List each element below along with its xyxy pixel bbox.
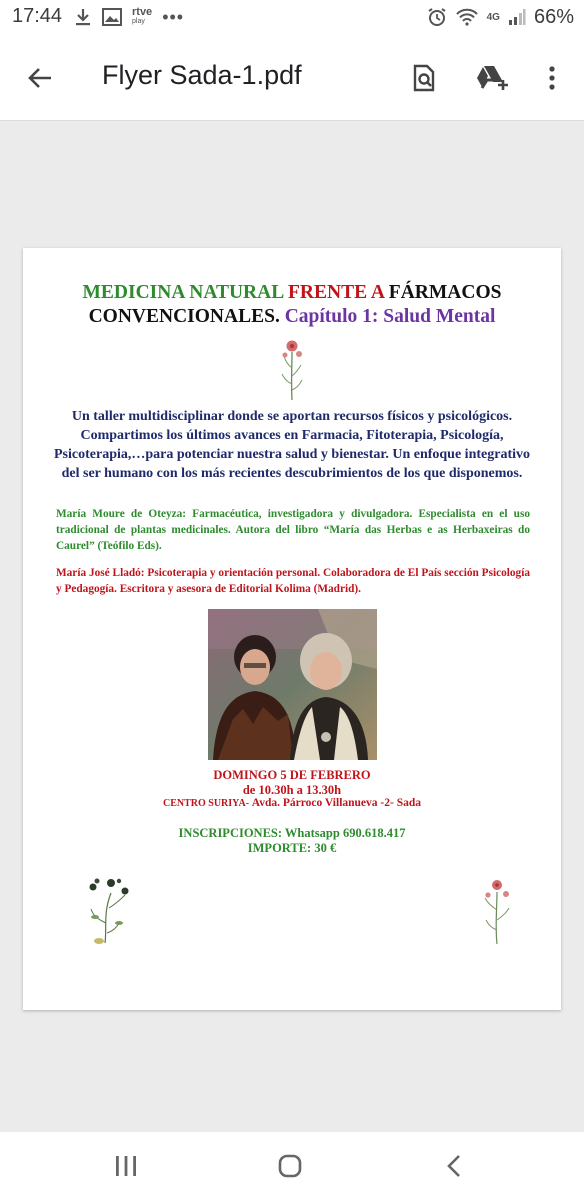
download-icon <box>74 7 92 27</box>
add-to-drive-button[interactable] <box>470 56 514 100</box>
event-date: DOMINGO 5 DE FEBRERO <box>213 768 371 782</box>
pdf-viewer[interactable] <box>0 121 584 1132</box>
event-location <box>23 797 561 809</box>
status-time: 17:44 <box>12 5 63 27</box>
home-icon <box>277 1153 303 1179</box>
document-title: Flyer Sada-1.pdf <box>102 60 302 90</box>
more-vert-icon <box>548 66 556 90</box>
headline-part1: MEDICINA NATURAL <box>82 282 284 303</box>
recents-button[interactable] <box>96 1144 156 1188</box>
headline-part3: FÁRMACOS <box>388 282 502 303</box>
add-to-drive-icon <box>475 64 509 92</box>
home-button[interactable] <box>260 1144 320 1188</box>
headline-part5: . <box>274 306 280 327</box>
rtve-play-label: play <box>132 18 145 25</box>
back-chevron-icon <box>446 1154 462 1178</box>
event-place-address: Avda. Párroco Villanueva -2- Sada <box>251 797 421 809</box>
search-document-button[interactable] <box>402 56 446 100</box>
rtve-label: rtve <box>132 6 153 18</box>
system-icons <box>427 4 574 30</box>
system-nav-bar <box>0 1132 584 1200</box>
speakers-photo <box>208 609 377 760</box>
battery-level: 66% <box>533 5 574 28</box>
recents-icon <box>114 1155 138 1177</box>
status-bar <box>0 0 584 36</box>
nav-back-button[interactable] <box>424 1144 484 1188</box>
more-notifications-icon: ••• <box>162 6 185 27</box>
signal-icon <box>508 8 526 26</box>
network-type: 4G <box>486 11 500 23</box>
herb-illustration-right <box>477 876 517 946</box>
flower-illustration <box>279 338 305 402</box>
back-button[interactable] <box>20 58 60 98</box>
bio-maria-moure: María Moure de Oteyza: Farmacéutica, investigadora y divulgadora. Especialista en el uso tradicional de plantas medicinales. Autora del libro “María das Herbas e as Herbaxeiras do Caurel” (Teófilo Eds). <box>56 508 530 552</box>
search-document-icon <box>411 64 437 92</box>
event-place-label: CENTRO SURIYA- <box>162 798 250 809</box>
alarm-icon <box>427 7 447 27</box>
bio-maria-jose-llado: María José Lladó: Psicoterapia y orientación personal. Colaboradora de El País sección Psicología y Pedagogía. Escritora y asesora de Editorial Kolima (Madrid). <box>56 567 530 595</box>
arrow-left-icon <box>27 65 53 91</box>
intro-text: Un taller multidisciplinar donde se aportan recursos físicos y psicológicos. Compartimos los últimos avances en Farmacia, Fitoterapia, Psicología, Psicoterapia,…para potenciar nuestra salud y bienestar. Un enfoque integrativo del ser humano con los más recientes descubrimientos de los que disponemos. <box>54 409 530 481</box>
notification-icons <box>74 4 184 30</box>
flyer-headline <box>23 281 561 329</box>
rtve-play-icon <box>132 8 152 26</box>
image-icon <box>102 8 122 26</box>
price: IMPORTE: 30 € <box>247 841 337 855</box>
app-bar <box>0 36 584 121</box>
pdf-page <box>23 248 561 1010</box>
more-options-button[interactable] <box>530 56 574 100</box>
herb-illustration-left <box>83 873 133 948</box>
headline-part2: FRENTE A <box>288 282 384 303</box>
headline-part4: CONVENCIONALES <box>88 306 275 327</box>
headline-part6: Capítulo 1: Salud Mental <box>284 306 496 327</box>
event-time: de 10.30h a 13.30h <box>242 783 342 797</box>
wifi-icon <box>455 7 479 27</box>
inscriptions: INSCRIPCIONES: Whatsapp 690.618.417 <box>178 826 406 840</box>
